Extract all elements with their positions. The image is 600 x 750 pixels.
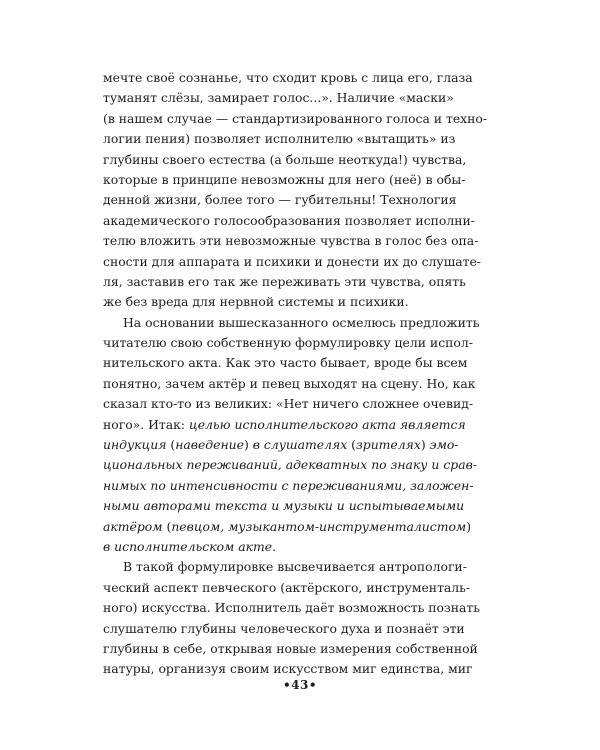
text-segment: слушателю глубины человеческого духа и познаёт эти [103, 620, 465, 636]
text-line [103, 619, 514, 639]
text-segment: читателю свою собственную формулировку цели испол- [103, 335, 473, 351]
text-line [103, 659, 514, 678]
italic-text-segment: циональных переживаний, адекватных по знаку и срав- [103, 457, 477, 473]
text-line [103, 496, 514, 516]
text-segment: глубины в себе, открывая новые измерения собственной [103, 640, 478, 656]
text-segment: ного». Итак: [103, 416, 190, 432]
text-segment: ного) искусства. Исполнитель даёт возможность познать [103, 600, 480, 616]
text-line [103, 517, 514, 537]
text-line [103, 598, 514, 618]
text-segment: ) [243, 437, 253, 453]
text-segment: ческий аспект певческого (актёрского, инструменталь- [103, 579, 471, 595]
text-line [103, 435, 514, 455]
text-line [103, 557, 514, 577]
text-segment: логии пения) позволяет исполнителю «вытащить» из [103, 131, 456, 147]
text-segment: ) [466, 518, 472, 534]
text-line [103, 88, 514, 108]
text-segment: глубины своего естества (а больше неоткуда!) чувства, [103, 151, 467, 167]
italic-text-segment: актёром [103, 518, 163, 534]
page-text [103, 68, 514, 678]
text-segment: ( [347, 437, 356, 453]
text-segment: нительского акта. Как это часто бывает, вроде бы всем [103, 355, 468, 371]
italic-text-segment: в слушателях [252, 437, 348, 453]
text-segment: понятно, зачем актёр и певец выходят на сцену. Но, как [103, 375, 476, 391]
text-segment: которые в принципе невозможны для него (неё) в обы- [103, 171, 466, 187]
text-line [103, 353, 514, 373]
italic-text-segment: целью исполнительского акта является [189, 416, 466, 432]
italic-text-segment: нимых по интенсивности с переживаниями, заложен- [103, 477, 474, 493]
text-segment: натуры, организуя своим искусством миг единства, миг [103, 661, 473, 677]
text-line [103, 374, 514, 394]
text-segment: ( [166, 437, 176, 453]
text-segment: (в нашем случае — стандартизированного голоса и техно- [103, 110, 488, 126]
italic-text-segment: наведение [175, 437, 244, 453]
text-segment: туманят слёзы, замирает голос...». Наличие «маски» [103, 90, 454, 106]
italic-text-segment: эмо- [429, 437, 459, 453]
italic-text-segment: в исполнительском акте [103, 538, 273, 554]
italic-text-segment: певцом, музыкантом-инструменталистом [171, 518, 467, 534]
text-line [103, 394, 514, 414]
text-segment: На основании вышесказанного осмелюсь предложить [123, 314, 480, 330]
text-line [103, 415, 514, 435]
text-segment: же без вреда для нервной системы и психики. [103, 294, 409, 310]
italic-text-segment: индукция [103, 437, 167, 453]
text-segment: денной жизни, более того — губительны! Технология [103, 192, 457, 208]
text-segment: мечте своё сознанье, что сходит кровь с лица его, глаза [103, 70, 473, 85]
text-line [103, 333, 514, 353]
text-line [103, 639, 514, 659]
text-line [103, 313, 514, 333]
italic-text-segment: зрителях [356, 437, 421, 453]
text-line [103, 190, 514, 210]
text-line [103, 231, 514, 251]
text-segment: сказал кто-то из великих: «Нет ничего сложнее очевид- [103, 396, 474, 412]
text-line [103, 272, 514, 292]
italic-text-segment: ными авторами текста и музыки и испытываемыми [103, 498, 465, 514]
text-segment: В такой формулировке высвечивается антропологи- [123, 559, 467, 575]
text-line [103, 252, 514, 272]
text-segment: ( [162, 518, 172, 534]
text-line [103, 68, 514, 88]
text-segment: академического голосообразования позволяет исполни- [103, 212, 475, 228]
text-line [103, 578, 514, 598]
text-line [103, 129, 514, 149]
page-number: •43• [282, 678, 318, 692]
text-line [103, 211, 514, 231]
text-line [103, 292, 514, 312]
text-segment: телю вложить эти невозможные чувства в голос без опа- [103, 233, 479, 249]
text-line [103, 455, 514, 475]
text-segment: . [272, 538, 277, 554]
text-segment: ) [420, 437, 430, 453]
text-line [103, 150, 514, 170]
text-line [103, 537, 514, 557]
text-segment: ля, заставив его так же переживать эти чувства, опять [103, 273, 466, 289]
text-segment: сности для аппарата и психики и донести их до слушате- [103, 253, 481, 269]
text-line [103, 109, 514, 129]
text-line [103, 476, 514, 496]
text-line [103, 170, 514, 190]
